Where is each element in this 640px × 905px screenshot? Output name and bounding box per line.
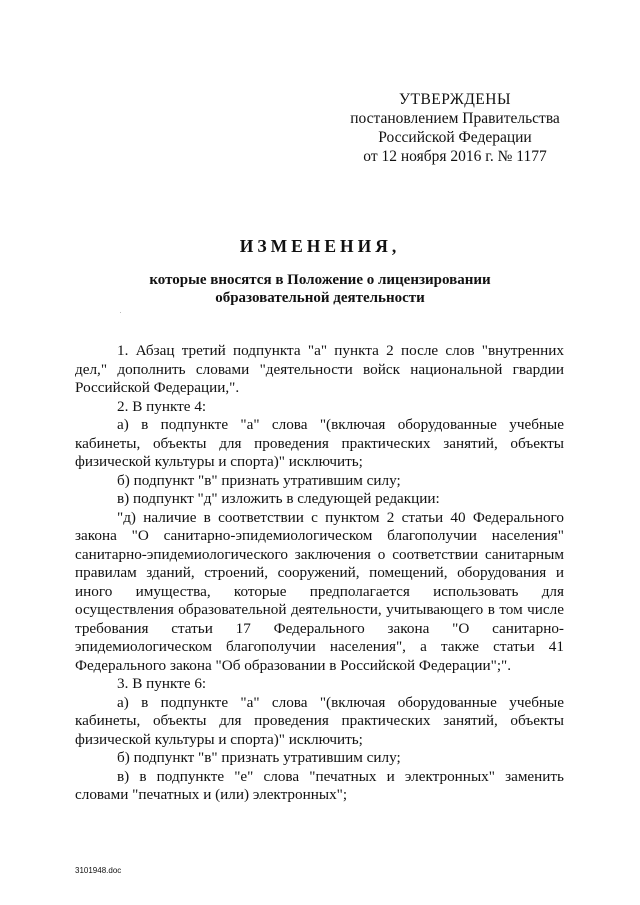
paragraph-10: в) в подпункте "е" слова "печатных и электронных" заменить словами "печатных и (или) электронных"; [75, 767, 564, 803]
footer-file-name: 3101948.doc [75, 866, 122, 875]
approval-line-3: от 12 ноября 2016 г. № 1177 [363, 148, 547, 165]
paragraph-7: 3. В пункте 6: [117, 675, 207, 692]
document-body [75, 342, 564, 805]
scan-speck [120, 312, 121, 313]
approval-block [340, 90, 570, 166]
document-subtitle-line-2: образовательной деятельности [215, 290, 425, 306]
paragraph-3: а) в подпункте "а" слова "(включая оборудованные учебные кабинеты, объекты для проведения практических занятий, объекты физической культуры и спорта)" исключить; [75, 416, 564, 470]
paragraph-8: а) в подпункте "а" слова "(включая оборудованные учебные кабинеты, объекты для проведения практических занятий, объекты физической культуры и спорта)" исключить; [75, 693, 564, 748]
paragraph-2: 2. В пункте 4: [117, 397, 207, 415]
paragraph-6: "д) наличие в соответствии с пунктом 2 статьи 40 Федерального закона "О санитарно-эпидемиологическом благополучии населения" санитарно-эпидемиологического заключения о соответствии санитарным правилам зданий, строений, сооружений, помещений, оборудования и иного имущества, которые предполагается использовать для осуществления образовательной деятельности, учитывающего в том числе требования статьи 17 Федерального закона "О санитарно-эпидемиологическом благополучии населения", а также статьи 41 Федерального закона "Об образовании в Российской Федерации";". [75, 508, 564, 674]
paragraph-4: б) подпункт "в" признать утратившим силу; [117, 471, 401, 489]
paragraph-5: в) подпункт "д" изложить в следующей редакции: [117, 490, 440, 507]
document-title: ИЗМЕНЕНИЯ, [239, 236, 401, 256]
approval-line-2: Российской Федерации [378, 129, 532, 146]
paragraph-1: 1. Абзац третий подпункта "а" пункта 2 после слов "внутренних дел," дополнить словами "деятельности войск национальной гвардии Российской Федерации,". [75, 342, 564, 396]
document-subtitle-line-1: которые вносятся в Положение о лицензировании [149, 272, 491, 288]
paragraph-9: б) подпункт "в" признать утратившим силу; [117, 749, 401, 766]
approval-title: УТВЕРЖДЕНЫ [399, 91, 511, 108]
document-heading [70, 236, 570, 307]
approval-line-1: постановлением Правительства [350, 110, 560, 127]
